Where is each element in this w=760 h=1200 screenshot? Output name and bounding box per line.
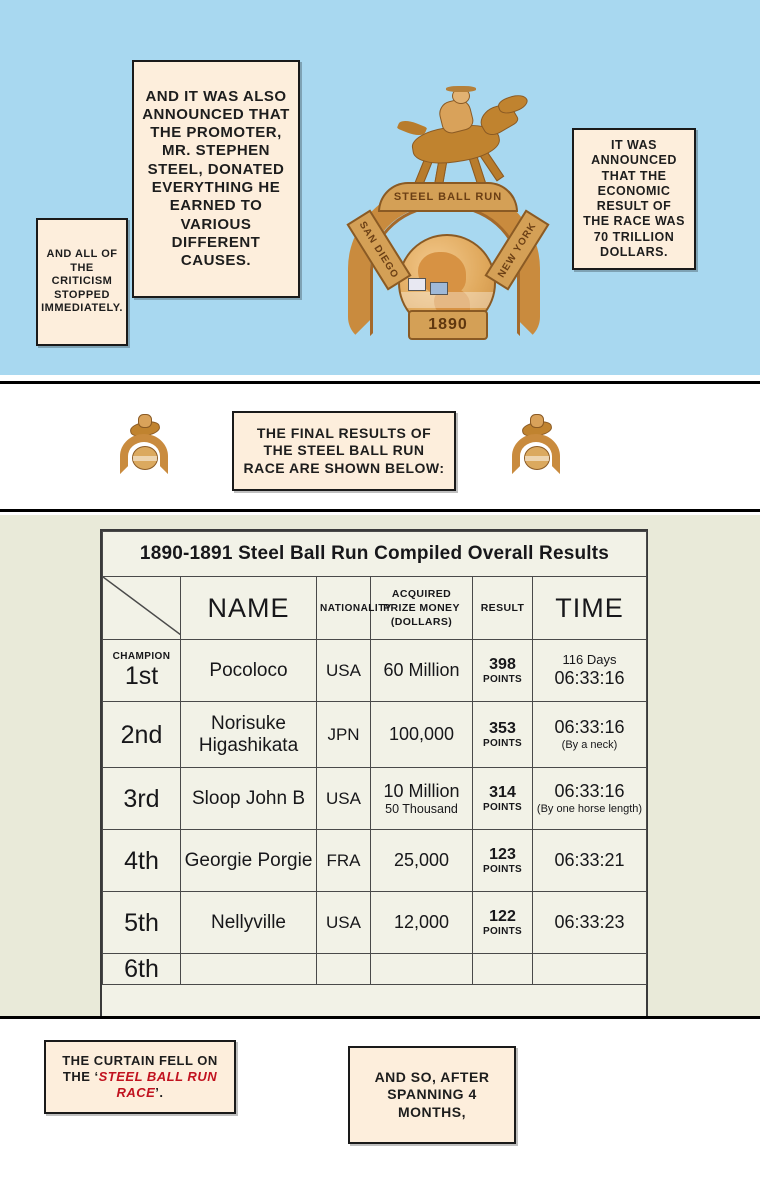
prize-cell xyxy=(371,954,473,985)
time-value: 06:33:16 xyxy=(554,667,625,688)
name-cell: Pocoloco xyxy=(181,640,317,702)
header-prize-line3: (DOLLARS) xyxy=(390,616,453,629)
prize-main: 100,000 xyxy=(388,724,455,745)
rank-cell xyxy=(103,954,181,985)
header-rank-cell xyxy=(103,577,181,640)
caption-criticism-stopped: AND ALL OF THE CRITICISM STOPPED IMMEDIATELY. xyxy=(36,218,128,346)
prize-sub: 50 Thousand xyxy=(385,801,458,816)
time-value: 06:33:23 xyxy=(554,911,625,932)
champion-label: CHAMPION xyxy=(112,650,171,662)
header-nationality: NATIONALITY xyxy=(317,577,371,640)
emblem-ribbon-title: STEEL BALL RUN xyxy=(378,182,518,212)
result-cell xyxy=(473,830,533,892)
rank-value: 2nd xyxy=(120,720,163,749)
rider-hat-icon xyxy=(446,86,476,92)
prize-cell xyxy=(371,702,473,768)
time-cell xyxy=(533,892,647,954)
panel-results xyxy=(0,515,760,1019)
header-time: TIME xyxy=(533,577,647,640)
result-unit: POINTS xyxy=(482,801,523,813)
rank-cell xyxy=(103,830,181,892)
nationality-cell: USA xyxy=(317,892,371,954)
flag-icon xyxy=(408,278,426,291)
caption-curtain-fell xyxy=(44,1040,236,1114)
prize-main: 10 Million xyxy=(383,780,460,801)
rank-cell xyxy=(103,768,181,830)
rank-cell xyxy=(103,892,181,954)
results-table-title: 1890-1891 Steel Ball Run Compiled Overall Results xyxy=(103,532,647,577)
name-cell: Georgie Porgie xyxy=(181,830,317,892)
result-unit: POINTS xyxy=(482,673,523,685)
table-row xyxy=(103,892,647,954)
result-cell xyxy=(473,954,533,985)
result-points: 122 xyxy=(489,908,516,926)
time-cell xyxy=(533,954,647,985)
prize-cell xyxy=(371,640,473,702)
result-points: 314 xyxy=(489,784,516,802)
table-row xyxy=(103,768,647,830)
time-value: 06:33:16 xyxy=(554,717,625,738)
prize-main: 25,000 xyxy=(393,850,450,871)
time-note: (By a neck) xyxy=(561,738,618,751)
name-cell: Norisuke Higashikata xyxy=(181,702,317,768)
rank-value: 3rd xyxy=(123,784,160,813)
rank-cell xyxy=(103,640,181,702)
curtain-text-post: ’. xyxy=(155,1084,164,1100)
diagonal-slash-icon xyxy=(103,577,180,639)
emblem-year: 1890 xyxy=(408,310,488,340)
table-row xyxy=(103,702,647,768)
results-table xyxy=(102,531,647,985)
nationality-cell: FRA xyxy=(317,830,371,892)
curtain-text-pre: THE CURTAIN FELL ON THE ‘ xyxy=(62,1053,218,1085)
result-points: 398 xyxy=(489,656,516,674)
time-cell xyxy=(533,830,647,892)
table-row xyxy=(103,640,647,702)
horse-rider-icon xyxy=(376,86,526,194)
header-prize-money xyxy=(371,577,473,640)
mini-emblem-left xyxy=(116,412,172,474)
mini-globe-icon xyxy=(524,446,550,470)
time-cell xyxy=(533,640,647,702)
time-note: (By one horse length) xyxy=(536,802,643,815)
name-cell: Nellyville xyxy=(181,892,317,954)
steel-ball-run-emblem xyxy=(330,86,560,346)
header-prize-line2: PRIZE MONEY xyxy=(383,601,460,614)
caption-promoter-donation: AND IT WAS ALSO ANNOUNCED THAT THE PROMOTER, MR. STEPHEN STEEL, DONATED EVERYTHING HE EARNED TO VARIOUS DIFFERENT CAUSES. xyxy=(132,60,300,298)
emblem-ribbon-start: SAN DIEGO xyxy=(346,210,411,291)
rank-value: 1st xyxy=(124,662,159,691)
result-unit: POINTS xyxy=(482,863,523,875)
result-unit: POINTS xyxy=(482,737,523,749)
time-days: 116 Days xyxy=(562,651,617,667)
caption-spanning-months: AND SO, AFTER SPANNING 4 MONTHS, xyxy=(348,1046,516,1144)
result-cell xyxy=(473,892,533,954)
prize-cell xyxy=(371,768,473,830)
mini-emblem-right xyxy=(508,412,564,474)
emblem-ribbon-finish: NEW YORK xyxy=(484,210,549,291)
mini-rider-body xyxy=(138,414,152,428)
mini-globe-icon xyxy=(132,446,158,470)
result-unit: POINTS xyxy=(482,925,523,937)
rank-value: 6th xyxy=(124,955,159,983)
caption-economic-result: IT WAS ANNOUNCED THAT THE ECONOMIC RESULT OF THE RACE WAS 70 TRILLION DOLLARS. xyxy=(572,128,696,270)
nationality-cell: USA xyxy=(317,640,371,702)
prize-cell xyxy=(371,830,473,892)
flag-icon xyxy=(430,282,448,295)
mini-rider-body xyxy=(530,414,544,428)
table-row xyxy=(103,830,647,892)
result-cell xyxy=(473,640,533,702)
header-name: NAME xyxy=(181,577,317,640)
prize-main: 60 Million xyxy=(383,660,460,681)
nationality-cell xyxy=(317,954,371,985)
result-points: 353 xyxy=(489,720,516,738)
rank-value: 4th xyxy=(124,846,159,875)
table-row xyxy=(103,954,647,985)
nationality-cell: JPN xyxy=(317,702,371,768)
prize-main: 12,000 xyxy=(393,912,450,933)
time-cell xyxy=(533,702,647,768)
time-cell xyxy=(533,768,647,830)
result-points: 123 xyxy=(489,846,516,864)
rank-value: 5th xyxy=(124,908,159,937)
name-cell xyxy=(181,954,317,985)
time-value: 06:33:16 xyxy=(554,781,625,802)
results-paper xyxy=(100,529,648,1019)
result-cell xyxy=(473,702,533,768)
nationality-cell: USA xyxy=(317,768,371,830)
time-value: 06:33:21 xyxy=(554,849,625,870)
caption-final-results: THE FINAL RESULTS OF THE STEEL BALL RUN RACE ARE SHOWN BELOW: xyxy=(232,411,456,491)
name-cell: Sloop John B xyxy=(181,768,317,830)
header-result: RESULT xyxy=(473,577,533,640)
result-cell xyxy=(473,768,533,830)
rank-cell xyxy=(103,702,181,768)
header-prize-line1: ACQUIRED xyxy=(391,587,452,600)
curtain-text-emphasis: STEEL BALL RUN RACE xyxy=(98,1069,218,1100)
prize-cell xyxy=(371,892,473,954)
